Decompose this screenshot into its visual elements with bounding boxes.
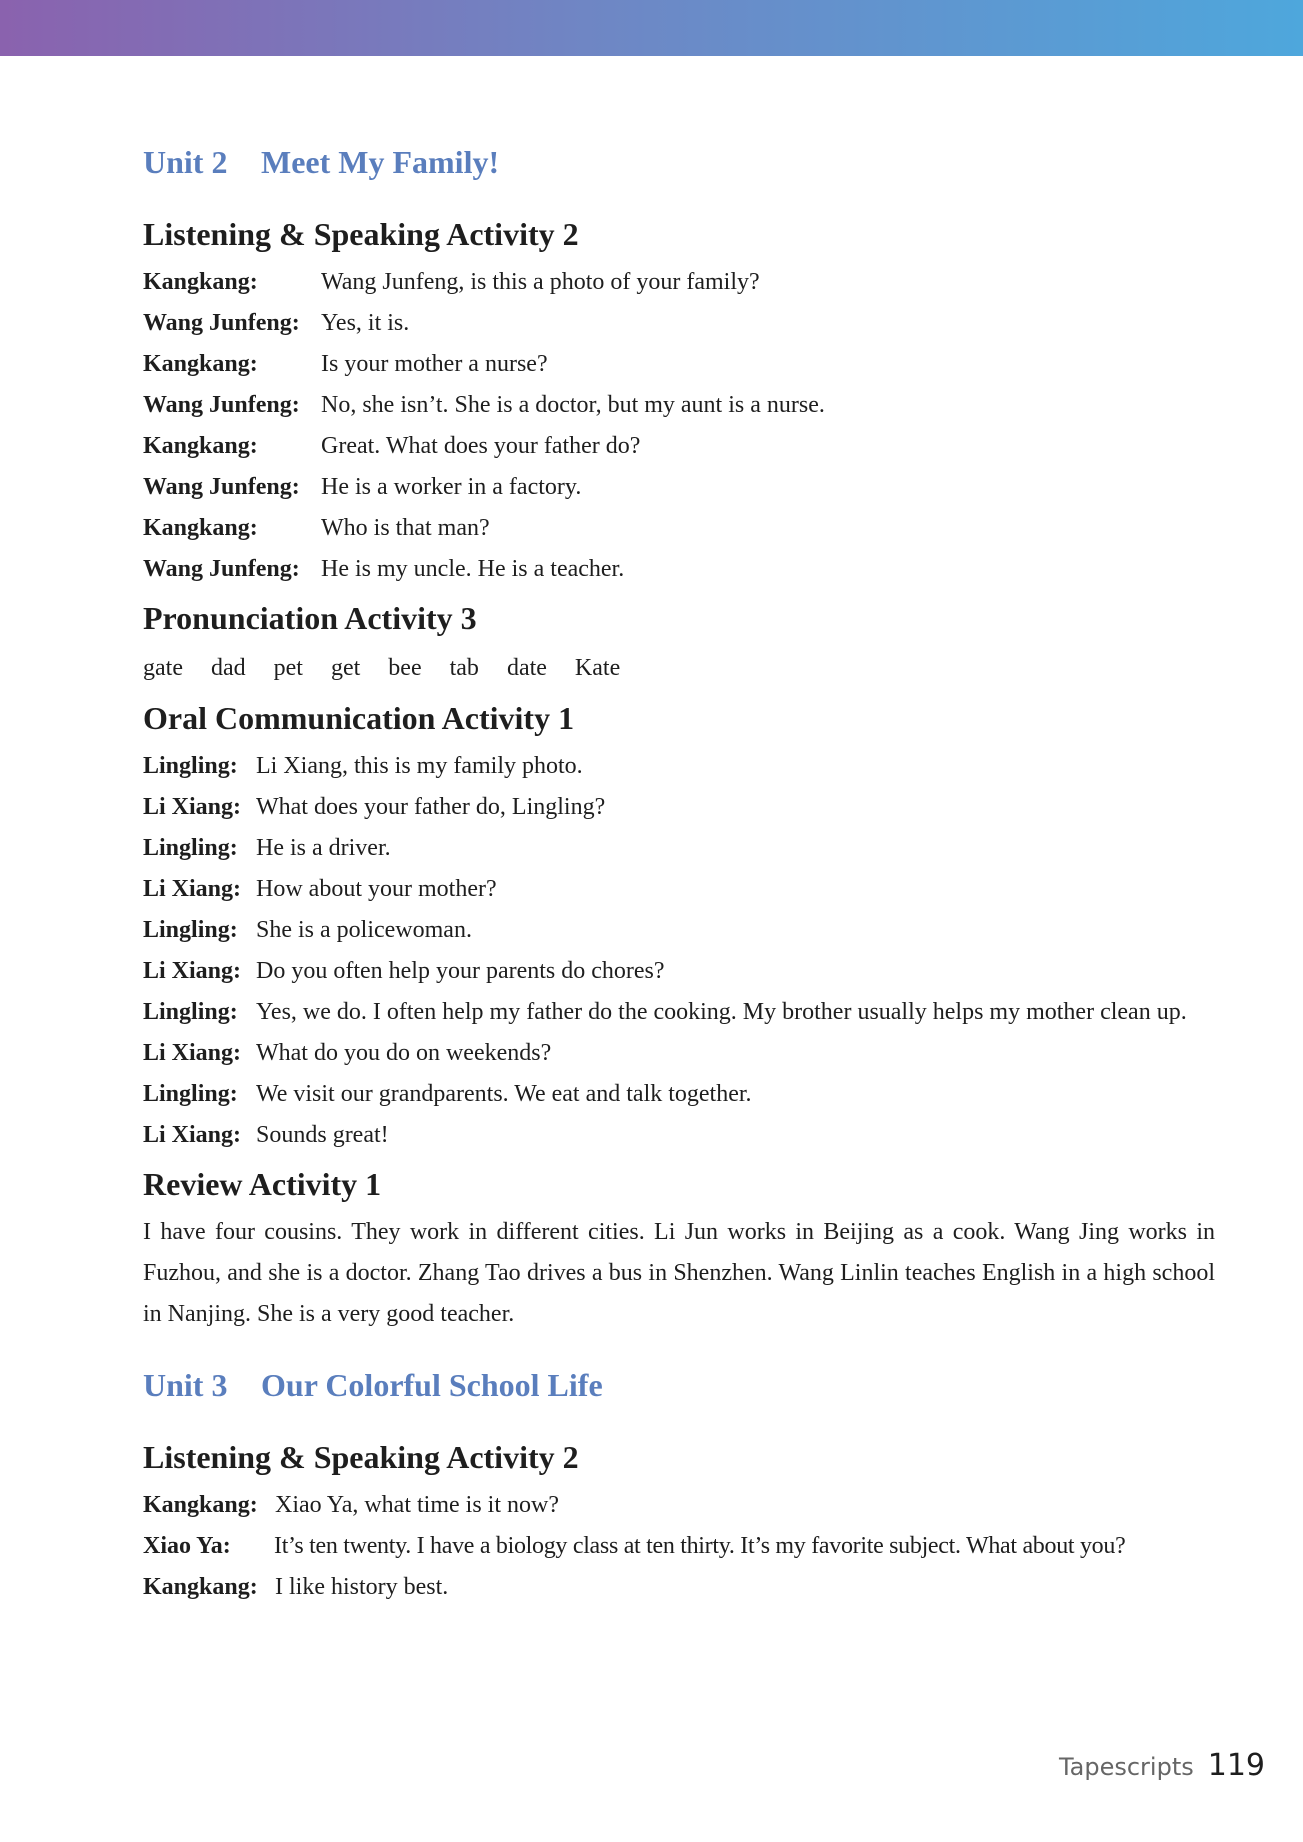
page-content <box>143 140 1215 1608</box>
section-title-listening-speaking: Listening & Speaking Activity 2 <box>143 1439 579 1475</box>
unit-name: Our Colorful School Life <box>261 1367 603 1403</box>
dialogue-line: Li Xiang: Sounds great! <box>143 1122 389 1148</box>
dialogue-line: Li Xiang: How about your mother? <box>143 876 497 902</box>
unit-2-title <box>143 140 1215 184</box>
dialogue-line: Kangkang: Who is that man? <box>143 515 490 541</box>
review-paragraph: I have four cousins. They work in different cities. Li Jun works in Beijing as a cook. Wang Jing works in Fuzhou, and she is a doctor. Zhang Tao drives a bus in Shenzhen. Wang Linlin teaches English in a high school in Nanjing. She is a very good teacher. <box>143 1219 1215 1327</box>
page-number: 119 <box>1207 1748 1265 1783</box>
word: Kate <box>574 655 621 681</box>
dialogue-line: Kangkang: Wang Junfeng, is this a photo of your family? <box>143 269 760 295</box>
dialogue-line: Lingling: She is a policewoman. <box>143 917 472 943</box>
dialogue-line: Kangkang: Is your mother a nurse? <box>143 351 548 377</box>
dialogue-line: Li Xiang: Do you often help your parents do chores? <box>143 958 665 984</box>
word: dad <box>210 655 246 681</box>
word: pet <box>273 655 303 681</box>
footer-section-label: Tapescripts <box>1058 1753 1194 1781</box>
section-title-pronunciation: Pronunciation Activity 3 <box>143 600 477 636</box>
dialogue-line: Wang Junfeng: He is my uncle. He is a teacher. <box>143 556 625 582</box>
dialogue-line: Li Xiang: What does your father do, Lingling? <box>143 794 606 820</box>
pronunciation-word-list <box>143 646 1215 690</box>
dialogue-line: Li Xiang: What do you do on weekends? <box>143 1040 552 1066</box>
word: tab <box>449 655 479 681</box>
dialogue-unit3-listening <box>143 1485 1215 1608</box>
section-title-listening-speaking: Listening & Speaking Activity 2 <box>143 216 579 252</box>
dialogue-line: Kangkang: Xiao Ya, what time is it now? <box>143 1492 559 1518</box>
page-footer <box>1059 1748 1265 1783</box>
word: bee <box>388 655 422 681</box>
dialogue-line: Lingling: We visit our grandparents. We eat and talk together. <box>143 1081 752 1107</box>
dialogue-line: Lingling: He is a driver. <box>143 835 391 861</box>
unit-number: Unit 2 <box>143 144 228 180</box>
dialogue-line: Wang Junfeng: He is a worker in a factory. <box>143 474 582 500</box>
unit-3-title <box>143 1363 1215 1407</box>
dialogue-line: Lingling: Yes, we do. I often help my father do the cooking. My brother usually helps my mother clean up. <box>143 999 1187 1025</box>
section-title-review: Review Activity 1 <box>143 1166 382 1202</box>
word: gate <box>143 655 183 681</box>
dialogue-line: Kangkang: Great. What does your father do? <box>143 433 641 459</box>
dialogue-line: Xiao Ya: It’s ten twenty. I have a biology class at ten thirty. It’s my favorite subject. What about you? <box>143 1533 1126 1559</box>
dialogue-line: Wang Junfeng: Yes, it is. <box>143 310 410 336</box>
dialogue-oral-communication <box>143 746 1215 1156</box>
word: get <box>330 655 361 681</box>
dialogue-line: Lingling: Li Xiang, this is my family photo. <box>143 753 583 779</box>
dialogue-line: Wang Junfeng: No, she isn’t. She is a doctor, but my aunt is a nurse. <box>143 392 825 418</box>
dialogue-line: Kangkang: I like history best. <box>143 1574 449 1600</box>
section-title-oral-communication: Oral Communication Activity 1 <box>143 700 575 736</box>
dialogue-unit2-listening <box>143 262 1215 590</box>
unit-name: Meet My Family! <box>261 144 500 180</box>
word: date <box>506 655 547 681</box>
unit-number: Unit 3 <box>143 1367 228 1403</box>
header-color-band <box>0 0 1303 56</box>
